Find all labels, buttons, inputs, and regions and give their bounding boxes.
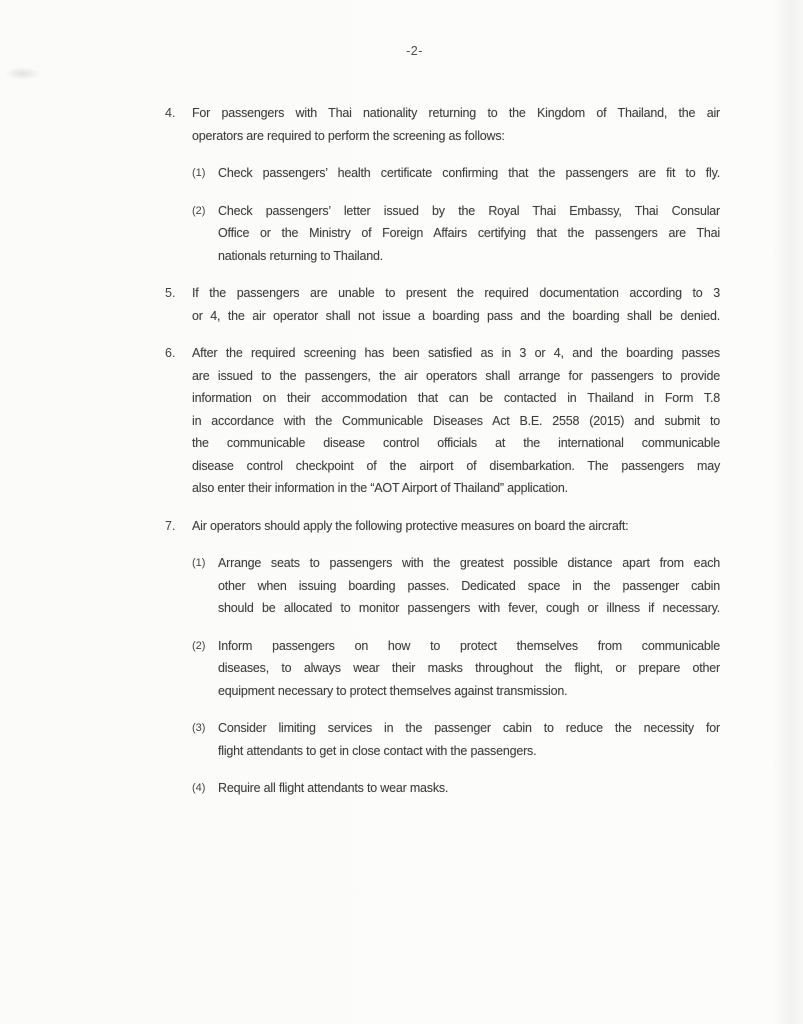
page-number: -2- bbox=[406, 44, 423, 58]
list-item-4 bbox=[165, 102, 721, 267]
text-line: equipment necessary to protect themselves against transmission. bbox=[218, 683, 568, 698]
paragraph bbox=[192, 342, 720, 500]
list-item-body bbox=[192, 515, 720, 800]
text-line: Office or the Ministry of Foreign Affairs certifying that the passengers are Thai bbox=[218, 226, 720, 240]
text-line: information on their accommodation that can be contacted in Thailand in Form T.8 bbox=[192, 391, 720, 405]
sub-item-body bbox=[218, 635, 720, 703]
paragraph bbox=[192, 515, 720, 538]
list-item-6 bbox=[165, 342, 721, 500]
sub-item-number: (2) bbox=[192, 639, 206, 652]
document-body bbox=[165, 102, 721, 800]
text-line: Check passengers’ health certificate confirming that the passengers are fit to fly. bbox=[218, 166, 720, 180]
paragraph bbox=[192, 102, 720, 147]
sub-item-body bbox=[218, 777, 720, 800]
list-item-number: 4. bbox=[165, 106, 176, 120]
text-line: Check passengers’ letter issued by the Royal Thai Embassy, Thai Consular bbox=[218, 203, 720, 218]
sub-item-7-1 bbox=[192, 552, 720, 620]
list-item-7 bbox=[165, 515, 721, 800]
text-line: Require all flight attendants to wear masks. bbox=[218, 781, 449, 795]
list-item-number: 6. bbox=[165, 346, 176, 360]
sub-item-body bbox=[218, 200, 720, 268]
text-line: also enter their information in the “AOT Airport of Thailand” application. bbox=[192, 481, 568, 495]
scan-smudge-artifact bbox=[5, 67, 41, 80]
text-line: should be allocated to monitor passengers with fever, cough or illness if necessary. bbox=[218, 601, 720, 615]
list-item-5 bbox=[165, 282, 721, 327]
sub-item-body bbox=[218, 552, 720, 620]
text-line: Air operators should apply the following protective measures on board the aircraft: bbox=[192, 518, 629, 533]
sub-item-7-4 bbox=[192, 777, 720, 800]
text-line: If the passengers are unable to present the required documentation according to 3 bbox=[192, 286, 720, 300]
sub-item-number: (1) bbox=[192, 167, 206, 179]
text-line: the communicable disease control officials at the international communicable bbox=[192, 436, 720, 450]
sub-item-7-2 bbox=[192, 635, 720, 703]
text-line: are issued to the passengers, the air operators shall arrange for passengers to provide bbox=[192, 368, 720, 383]
text-line: or 4, the air operator shall not issue a boarding pass and the boarding shall be denied. bbox=[192, 308, 720, 323]
text-line: in accordance with the Communicable Diseases Act B.E. 2558 (2015) and submit to bbox=[192, 413, 720, 428]
text-line: disease control checkpoint of the airport of disembarkation. The passengers may bbox=[192, 458, 720, 473]
sub-item-number: (1) bbox=[192, 557, 206, 569]
text-line: Inform passengers on how to protect themselves from communicable bbox=[218, 638, 720, 653]
list-item-body bbox=[192, 282, 720, 327]
text-line: diseases, to always wear their masks throughout the flight, or prepare other bbox=[218, 661, 720, 675]
sub-item-7-3 bbox=[192, 717, 720, 762]
text-line: other when issuing boarding passes. Dedicated space in the passenger cabin bbox=[218, 578, 720, 593]
list-item-number: 7. bbox=[165, 518, 176, 533]
list-item-body bbox=[192, 102, 720, 267]
sub-item-4-1 bbox=[192, 162, 720, 185]
text-line: Consider limiting services in the passenger cabin to reduce the necessity for bbox=[218, 721, 720, 735]
text-line: flight attendants to get in close contact with the passengers. bbox=[218, 743, 537, 758]
text-line: After the required screening has been satisfied as in 3 or 4, and the boarding passes bbox=[192, 346, 720, 360]
paragraph bbox=[192, 282, 720, 327]
text-line: operators are required to perform the screening as follows: bbox=[192, 128, 505, 143]
sub-item-number: (2) bbox=[192, 204, 206, 217]
sub-item-body bbox=[218, 162, 720, 185]
text-line: For passengers with Thai nationality returning to the Kingdom of Thailand, the air bbox=[192, 106, 720, 120]
text-line: Arrange seats to passengers with the greatest possible distance apart from each bbox=[218, 556, 720, 570]
text-line: nationals returning to Thailand. bbox=[218, 248, 384, 263]
list-item-body bbox=[192, 342, 720, 500]
sub-item-4-2 bbox=[192, 200, 720, 268]
list-item-number: 5. bbox=[165, 286, 176, 300]
sub-item-number: (3) bbox=[192, 722, 206, 734]
sub-item-number: (4) bbox=[192, 782, 206, 794]
sub-item-body bbox=[218, 717, 720, 762]
